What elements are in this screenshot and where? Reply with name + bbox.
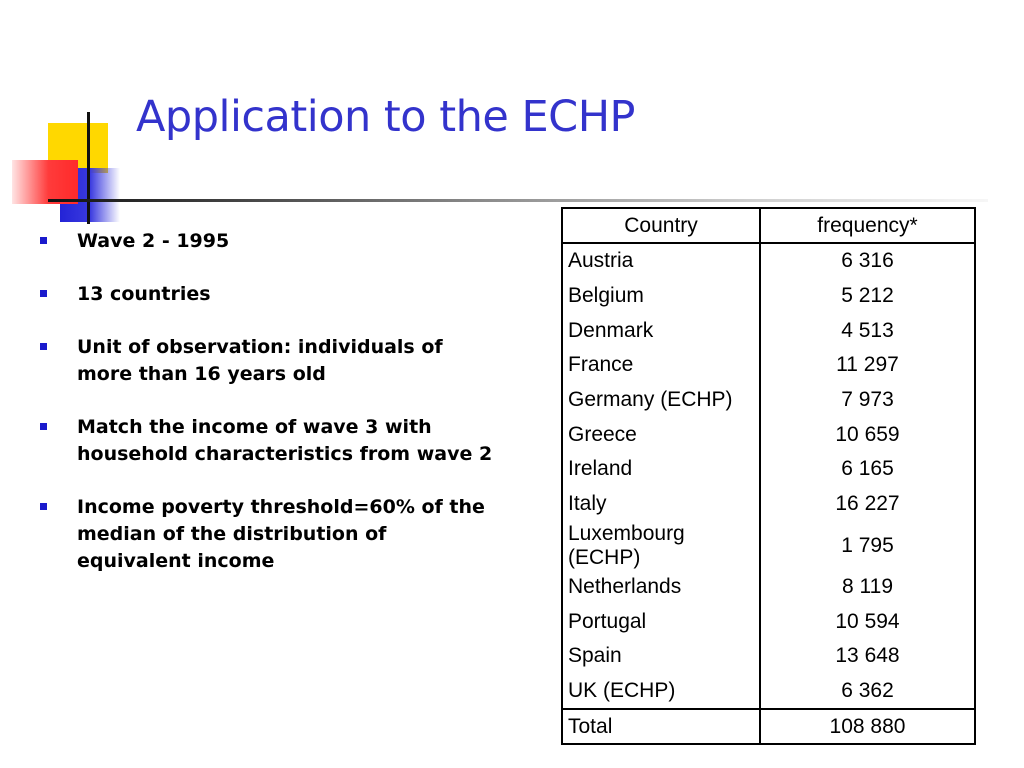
- table-header-row: [562, 208, 975, 243]
- country-cell: UK (ECHP): [562, 674, 760, 710]
- header-country: Country: [562, 208, 760, 243]
- bullet-text: Unit of observation: individuals of more than 16 years old: [77, 336, 443, 385]
- table-total-row: [562, 709, 975, 744]
- frequency-cell: 16 227: [760, 487, 975, 522]
- bullet-item: [40, 228, 500, 255]
- table-row: [562, 383, 975, 418]
- bullet-list: [40, 228, 500, 601]
- country-cell: Belgium: [562, 279, 760, 314]
- frequency-cell: 8 119: [760, 570, 975, 605]
- square-bullet-icon: [40, 343, 47, 350]
- logo-vertical-line: [87, 112, 90, 224]
- frequency-cell: 6 362: [760, 674, 975, 710]
- bullet-item: [40, 414, 500, 468]
- country-cell: Spain: [562, 639, 760, 674]
- table-row: [562, 487, 975, 522]
- country-cell: Ireland: [562, 452, 760, 487]
- frequency-cell: 11 297: [760, 348, 975, 383]
- country-cell: Italy: [562, 487, 760, 522]
- table-row: [562, 417, 975, 452]
- table-row: [562, 452, 975, 487]
- frequency-cell: 6 316: [760, 243, 975, 279]
- country-cell: Denmark: [562, 313, 760, 348]
- country-cell: France: [562, 348, 760, 383]
- square-bullet-icon: [40, 503, 47, 510]
- square-bullet-icon: [40, 237, 47, 244]
- frequency-cell: 13 648: [760, 639, 975, 674]
- country-frequency-table: [561, 207, 976, 745]
- total-label-cell: Total: [562, 709, 760, 744]
- header-frequency: frequency*: [760, 208, 975, 243]
- bullet-text: 13 countries: [77, 283, 211, 305]
- frequency-cell: 4 513: [760, 313, 975, 348]
- bullet-text: Wave 2 - 1995: [77, 230, 230, 252]
- country-cell: Austria: [562, 243, 760, 279]
- logo-red-square: [12, 160, 78, 204]
- country-cell: Portugal: [562, 604, 760, 639]
- frequency-cell: 1 795: [760, 522, 975, 570]
- bullet-text: Income poverty threshold=60% of the median of the distribution of equivalent income: [77, 496, 485, 572]
- bullet-item: [40, 281, 500, 308]
- title-underline: [48, 199, 988, 202]
- slide-title: Application to the ECHP: [136, 92, 635, 142]
- frequency-cell: 7 973: [760, 383, 975, 418]
- country-cell: Greece: [562, 417, 760, 452]
- table-row: [562, 348, 975, 383]
- country-cell: Luxembourg (ECHP): [562, 522, 760, 570]
- frequency-cell: 6 165: [760, 452, 975, 487]
- country-cell: Germany (ECHP): [562, 383, 760, 418]
- bullet-text: Match the income of wave 3 with household characteristics from wave 2: [77, 416, 493, 465]
- frequency-cell: 10 659: [760, 417, 975, 452]
- table-row: [562, 674, 975, 710]
- square-bullet-icon: [40, 423, 47, 430]
- table-row: [562, 639, 975, 674]
- total-value-cell: 108 880: [760, 709, 975, 744]
- country-cell: Netherlands: [562, 570, 760, 605]
- table-row: [562, 604, 975, 639]
- frequency-cell: 5 212: [760, 279, 975, 314]
- frequency-cell: 10 594: [760, 604, 975, 639]
- bullet-item: [40, 334, 500, 388]
- table-row: [562, 570, 975, 605]
- table-row: [562, 243, 975, 279]
- table-row: [562, 522, 975, 570]
- table-row: [562, 279, 975, 314]
- table-row: [562, 313, 975, 348]
- bullet-item: [40, 494, 500, 575]
- square-bullet-icon: [40, 290, 47, 297]
